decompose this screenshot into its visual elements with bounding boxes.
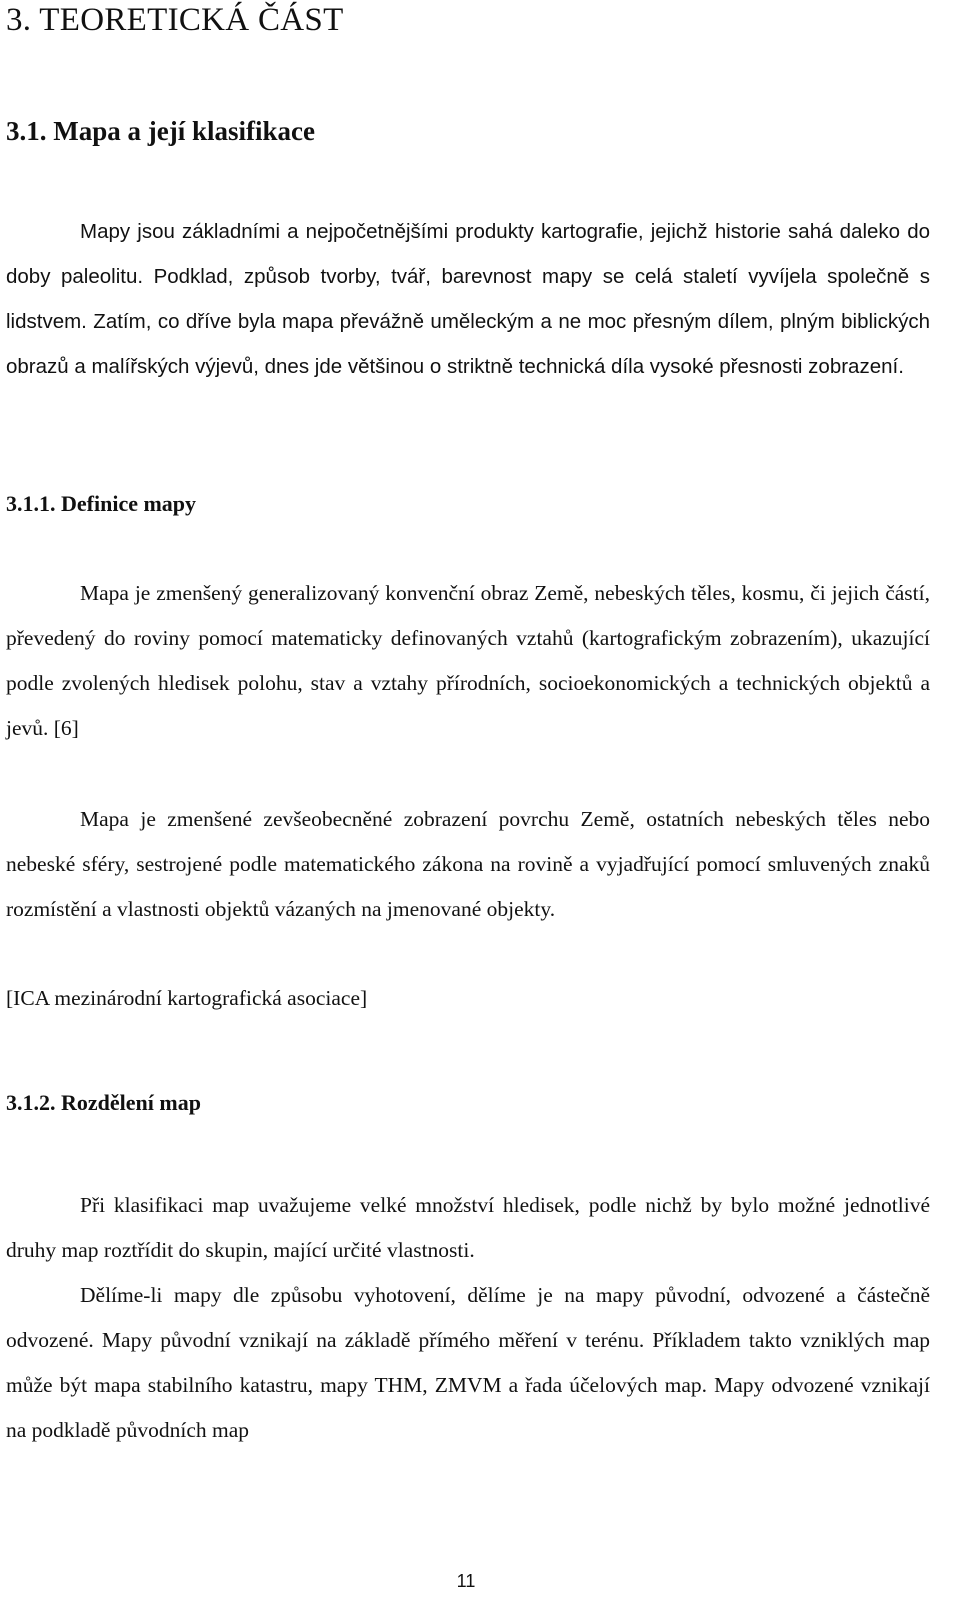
chapter-title: 3. TEORETICKÁ ČÁST bbox=[6, 2, 344, 38]
classification-paragraph-1: Při klasifikaci map uvažujeme velké množství hledisek, podle nichž by bylo možné jednotlivé druhy map roztřídit do skupin, mající určité vlastnosti. bbox=[6, 1193, 930, 1262]
definition-source: [ICA mezinárodní kartografická asociace] bbox=[6, 986, 368, 1010]
definition-paragraph-2: Mapa je zmenšené zevšeobecněné zobrazení povrchu Země, ostatních nebeských těles nebo nebeské sféry, sestrojené podle matematického zákona na rovině a vyjadřující pomocí smluvených znaků rozmístění a vlastnosti objektů vázaných na jmenované objekty. bbox=[6, 807, 930, 921]
intro-paragraph: Mapy jsou základními a nejpočetnějšími produkty kartografie, jejichž historie sahá daleko do doby paleolitu. Podklad, způsob tvorby, tvář, barevnost mapy se celá staletí vyvíjela společně s lidstvem. Zatím, co dříve byla mapa převážně uměleckým a ne moc přesným dílem, plným biblických obrazů a malířských výjevů, dnes jde většinou o striktně technická díla vysoké přesnosti zobrazení. bbox=[6, 220, 930, 378]
definition-paragraph-1: Mapa je zmenšený generalizovaný konvenční obraz Země, nebeských těles, kosmu, či jejich částí, převedený do roviny pomocí matematicky definovaných vztahů (kartografickým zobrazením), ukazující podle zvolených hledisek polohu, stav a vztahy přírodních, socioekonomických a technických objektů a jevů. [6] bbox=[6, 581, 930, 740]
page-number: 11 bbox=[456, 1571, 476, 1591]
section-title: 3.1. Mapa a její klasifikace bbox=[6, 116, 315, 146]
subsection-title-definice: 3.1.1. Definice mapy bbox=[6, 491, 197, 516]
classification-paragraph-2: Dělíme-li mapy dle způsobu vyhotovení, dělíme je na mapy původní, odvozené a částečně odvozené. Mapy původní vznikají na základě přímého měření v terénu. Příkladem takto vzniklých map může být mapa stabilního katastru, mapy THM, ZMVM a řada účelových map. Mapy odvozené vznikají na podkladě původních map bbox=[6, 1283, 930, 1442]
subsection-title-rozdeleni: 3.1.2. Rozdělení map bbox=[6, 1090, 201, 1115]
